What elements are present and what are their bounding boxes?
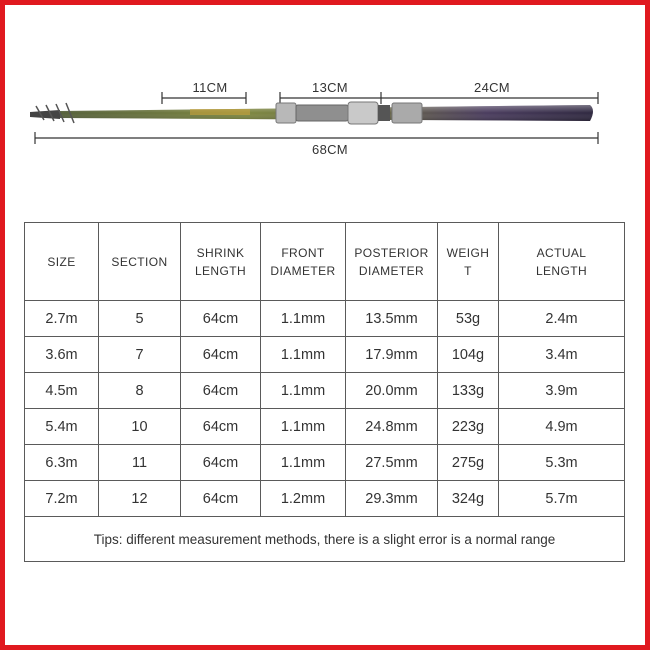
spec-table xyxy=(24,222,625,562)
cell-shrink-length: 64cm xyxy=(181,409,261,445)
cell-actual-length: 3.4m xyxy=(499,337,625,373)
fishing-rod xyxy=(30,102,593,124)
cell-section: 8 xyxy=(99,373,181,409)
cell-weight: 104g xyxy=(438,337,499,373)
dim-label-13cm: 13CM xyxy=(312,80,348,95)
cell-front-diameter: 1.1mm xyxy=(261,301,346,337)
cell-actual-length: 5.3m xyxy=(499,445,625,481)
dim-label-11cm: 11CM xyxy=(192,80,228,95)
cell-size: 7.2m xyxy=(25,481,99,517)
cell-weight: 223g xyxy=(438,409,499,445)
table-header-row xyxy=(25,223,625,301)
cell-size: 2.7m xyxy=(25,301,99,337)
cell-front-diameter: 1.1mm xyxy=(261,409,346,445)
tips-note: Tips: different measurement methods, there is a slight error is a normal range xyxy=(25,517,625,562)
cell-shrink-length: 64cm xyxy=(181,445,261,481)
dim-label-24cm: 24CM xyxy=(474,80,510,95)
cell-posterior-diameter: 13.5mm xyxy=(346,301,438,337)
dim-label-68cm: 68CM xyxy=(312,142,348,157)
table-row xyxy=(25,445,625,481)
cell-size: 3.6m xyxy=(25,337,99,373)
cell-shrink-length: 64cm xyxy=(181,373,261,409)
cell-shrink-length: 64cm xyxy=(181,481,261,517)
header-section: SECTION xyxy=(99,223,181,301)
cell-section: 7 xyxy=(99,337,181,373)
cell-shrink-length: 64cm xyxy=(181,301,261,337)
header-actual-length: ACTUAL LENGTH xyxy=(499,223,625,301)
cell-posterior-diameter: 17.9mm xyxy=(346,337,438,373)
table-row xyxy=(25,301,625,337)
header-weight: WEIGH T xyxy=(438,223,499,301)
header-size: SIZE xyxy=(25,223,99,301)
cell-section: 5 xyxy=(99,301,181,337)
header-posterior-diameter: POSTERIOR DIAMETER xyxy=(346,223,438,301)
cell-actual-length: 4.9m xyxy=(499,409,625,445)
cell-size: 4.5m xyxy=(25,373,99,409)
cell-size: 6.3m xyxy=(25,445,99,481)
cell-size: 5.4m xyxy=(25,409,99,445)
table-row xyxy=(25,481,625,517)
cell-weight: 133g xyxy=(438,373,499,409)
rod-diagram xyxy=(0,70,650,170)
cell-front-diameter: 1.1mm xyxy=(261,337,346,373)
tips-row xyxy=(25,517,625,562)
header-front-diameter: FRONT DIAMETER xyxy=(261,223,346,301)
cell-actual-length: 5.7m xyxy=(499,481,625,517)
table-row xyxy=(25,373,625,409)
cell-weight: 53g xyxy=(438,301,499,337)
cell-posterior-diameter: 27.5mm xyxy=(346,445,438,481)
cell-front-diameter: 1.1mm xyxy=(261,373,346,409)
cell-front-diameter: 1.2mm xyxy=(261,481,346,517)
cell-section: 12 xyxy=(99,481,181,517)
cell-front-diameter: 1.1mm xyxy=(261,445,346,481)
cell-shrink-length: 64cm xyxy=(181,337,261,373)
cell-posterior-diameter: 20.0mm xyxy=(346,373,438,409)
cell-section: 11 xyxy=(99,445,181,481)
cell-section: 10 xyxy=(99,409,181,445)
cell-weight: 275g xyxy=(438,445,499,481)
cell-posterior-diameter: 24.8mm xyxy=(346,409,438,445)
cell-weight: 324g xyxy=(438,481,499,517)
cell-actual-length: 3.9m xyxy=(499,373,625,409)
cell-actual-length: 2.4m xyxy=(499,301,625,337)
header-shrink-length: SHRINK LENGTH xyxy=(181,223,261,301)
cell-posterior-diameter: 29.3mm xyxy=(346,481,438,517)
table-row xyxy=(25,409,625,445)
table-row xyxy=(25,337,625,373)
